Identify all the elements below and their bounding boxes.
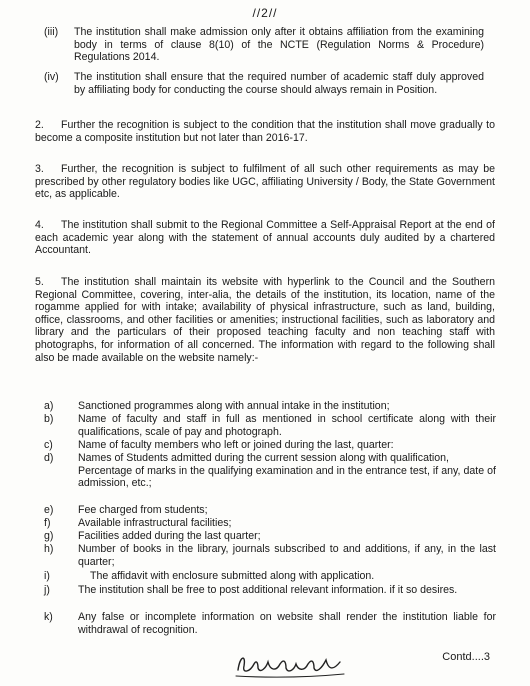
list-item-text: Any false or incomplete information on website shall render the institution liable for withdrawal of recognition.: [78, 611, 496, 636]
list-item-text: Name of faculty members who left or joined during the last, quarter:: [78, 439, 394, 451]
list-item-main: Names of Students admitted during the current session along with qualification,: [78, 452, 449, 464]
list-item-label: j): [44, 584, 50, 596]
continued-label: Contd....3: [442, 651, 490, 663]
paragraph-number: 5.: [35, 276, 44, 288]
signature: [232, 650, 348, 680]
list-item-text: [78, 452, 496, 490]
list-item-label: e): [44, 504, 54, 516]
list-item-label: f): [44, 517, 51, 529]
list-item-text: The institution shall be free to post additional relevant information. if it so desires.: [78, 584, 458, 596]
condition-label: (iv): [44, 71, 59, 83]
paragraph-text: The institution shall maintain its website with hyperlink to the Council and the Southern Regional Committee, covering, inter-alia, the details of the institution, its location, name of the rogamme applied for with intake; availability of physical infrastructure, such as land, building, office, classrooms, and other facilities or amenities; instructional facilities, such as laboratory and library and the particulars of their proposed teaching faculty and non teaching staff with photographs, for information of all concerned. The information with regard to the following shall also be made available on the website namely:-: [35, 276, 495, 364]
paragraph-5: [35, 276, 495, 364]
list-item-label: b): [44, 413, 54, 425]
list-item-label: c): [44, 439, 53, 451]
condition-text: The institution shall make admission only after it obtains affiliation from the examining body in terms of clause 8(10) of the NCTE (Regulation Norms & Procedure) Regulations 2014.: [74, 26, 484, 64]
list-item-label: d): [44, 452, 54, 464]
condition-text: The institution shall ensure that the required number of academic staff duly approved by affiliating body for conducting the course should always remain in Position.: [74, 71, 484, 96]
condition-label: (iii): [44, 26, 59, 38]
list-item-text: Facilities added during the last quarter;: [78, 530, 261, 542]
list-item-text: Fee charged from students;: [78, 504, 208, 516]
list-item-text: Number of books in the library, journals subscribed to and additions, if any, in the last quarter;: [78, 543, 496, 568]
paragraph-number: 3.: [35, 163, 44, 175]
list-item-text: Sanctioned programmes along with annual intake in the institution;: [78, 400, 390, 412]
list-item-text: Available infrastructural facilities;: [78, 517, 232, 529]
list-item-label: h): [44, 543, 54, 555]
list-item-text: The affidavit with enclosure submitted along with application.: [90, 570, 375, 582]
list-item-label: g): [44, 530, 54, 542]
paragraph-text: The institution shall submit to the Regional Committee a Self-Appraisal Report at the end of each academic year along with the statement of annual accounts duly audited by a chartered Accountant.: [35, 219, 495, 257]
paragraph-number: 4.: [35, 219, 44, 231]
paragraph-2: [35, 119, 495, 144]
list-item-label: a): [44, 400, 54, 412]
paragraph-text: Further, the recognition is subject to fulfilment of all such other requirements as may be prescribed by other regulatory bodies like UGC, affiliating University / Body, the State Government etc, as applicable.: [35, 163, 495, 201]
page-number: //2//: [252, 6, 278, 20]
paragraph-3: [35, 163, 495, 201]
paragraph-4: [35, 219, 495, 257]
list-item-label: i): [44, 570, 50, 582]
paragraph-text: Further the recognition is subject to the condition that the institution shall move gradually to become a composite institution but not later than 2016-17.: [35, 119, 495, 144]
list-item-label: k): [44, 611, 53, 623]
list-item-continuation: Percentage of marks in the qualifying examination and in the entrance test, if any, date of admission, etc.;: [78, 464, 496, 490]
paragraph-number: 2.: [35, 119, 44, 131]
list-item-text: Name of faculty and staff in full as mentioned in school certificate along with their qualifications, scale of pay and photograph.: [78, 413, 496, 438]
